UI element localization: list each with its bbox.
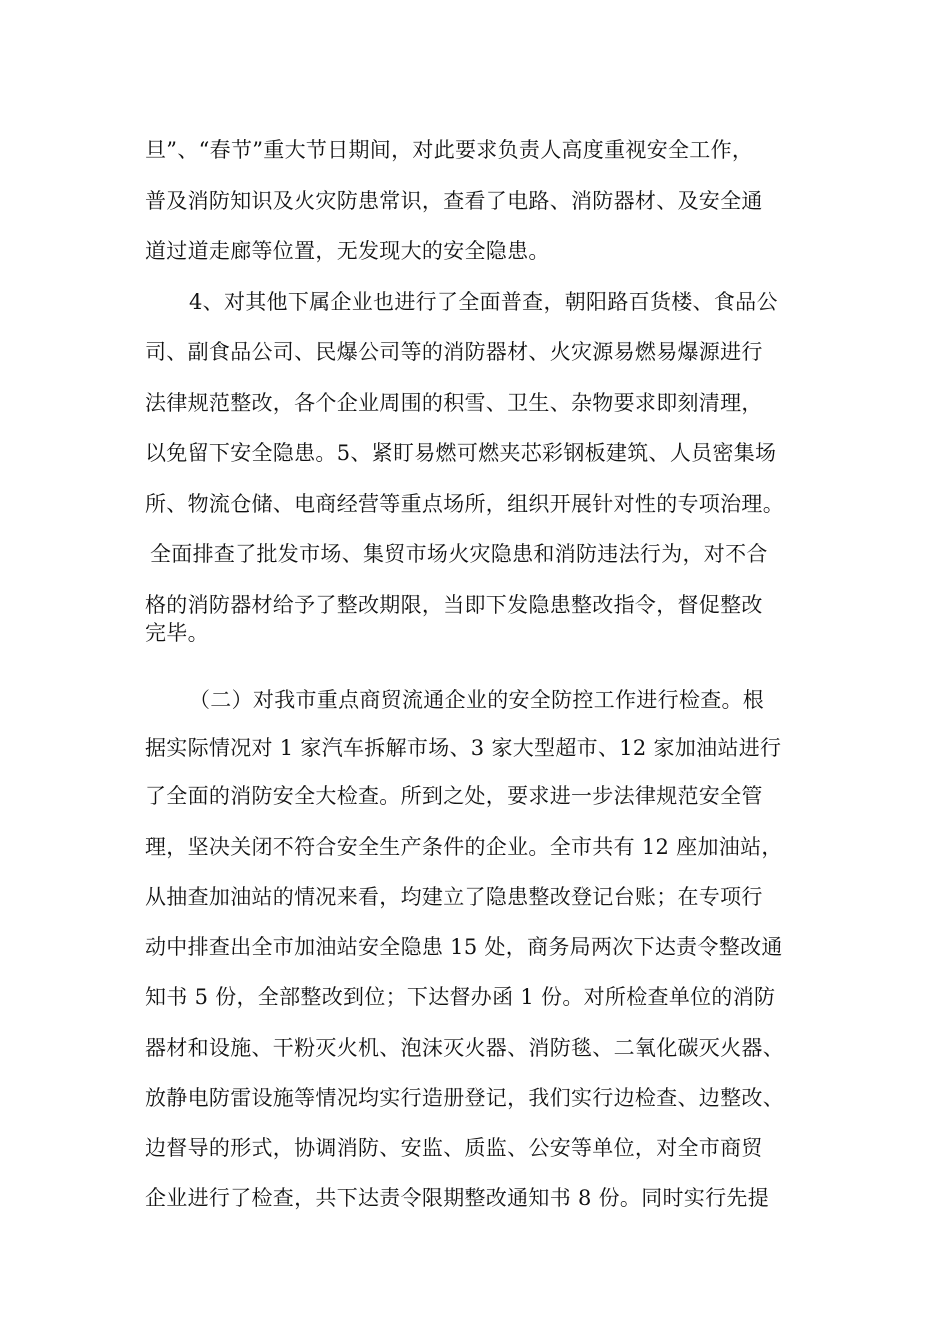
text-line: 从抽查加油站的情况来看，均建立了隐患整改登记台账；在专项行: [145, 885, 763, 909]
text-line: 据实际情况对 1 家汽车拆解市场、3 家大型超市、12 家加油站进行: [145, 736, 782, 760]
text-line: 道过道走廊等位置，无发现大的安全隐患。: [145, 239, 550, 263]
text-line: 普及消防知识及火灾防患常识，查看了电路、消防器材、及安全通: [145, 189, 763, 213]
text-line: 了全面的消防安全大检查。所到之处，要求进一步法律规范安全管: [145, 784, 763, 808]
text-line: 器材和设施、干粉灭火机、泡沫灭火器、消防毯、二氧化碳灭火器、: [145, 1036, 784, 1060]
text-line: 动中排查出全市加油站安全隐患 15 处，商务局两次下达责令整改通: [145, 935, 783, 959]
text-line: 4、对其他下属企业也进行了全面普查，朝阳路百货楼、食品公: [189, 290, 778, 314]
text-line: 旦”、“春节”重大节日期间，对此要求负责人高度重视安全工作，: [145, 138, 754, 162]
text-line: 所、物流仓储、电商经营等重点场所，组织开展针对性的专项治理。: [145, 492, 784, 516]
text-line: 理，坚决关闭不符合安全生产条件的企业。全市共有 12 座加油站，: [145, 835, 783, 859]
text-line: 全面排查了批发市场、集贸市场火灾隐患和消防违法行为，对不合: [150, 542, 768, 566]
text-line: 格的消防器材给予了整改期限，当即下发隐患整改指令，督促整改: [145, 593, 763, 617]
text-line: （二）对我市重点商贸流通企业的安全防控工作进行检查。根: [189, 688, 765, 712]
text-line: 企业进行了检查，共下达责令限期整改通知书 8 份。同时实行先提: [145, 1186, 770, 1210]
text-line: 完毕。: [145, 621, 209, 645]
text-line: 知书 5 份，全部整改到位；下达督办函 1 份。对所检查单位的消防: [145, 985, 776, 1009]
text-line: 法律规范整改，各个企业周围的积雪、卫生、杂物要求即刻清理，: [145, 391, 763, 415]
text-line: 放静电防雷设施等情况均实行造册登记，我们实行边检查、边整改、: [145, 1086, 784, 1110]
text-line: 边督导的形式，协调消防、安监、质监、公安等单位，对全市商贸: [145, 1136, 763, 1160]
text-line: 司、副食品公司、民爆公司等的消防器材、火灾源易燃易爆源进行: [145, 340, 763, 364]
text-line: 以免留下安全隐患。5、紧盯易燃可燃夹芯彩钢板建筑、人员密集场: [145, 441, 777, 465]
